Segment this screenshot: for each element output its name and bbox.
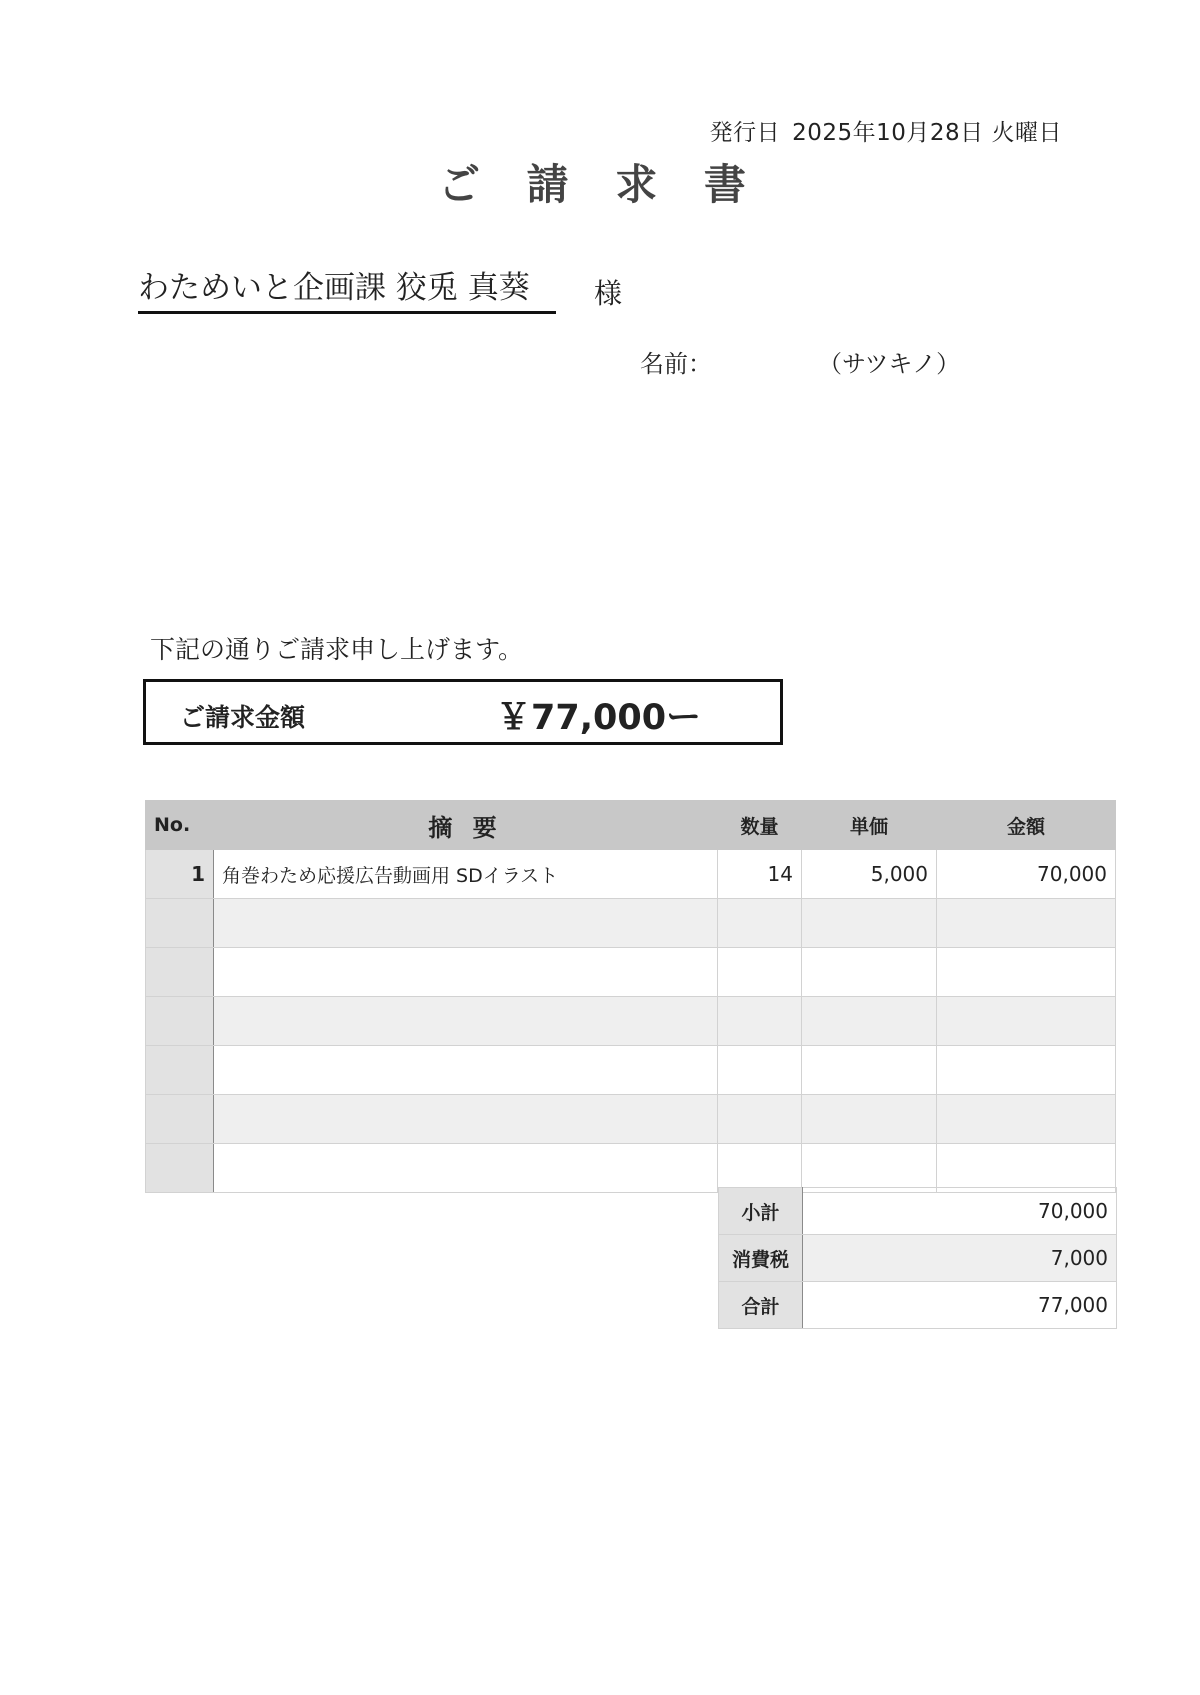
total-value: 77,000 [803,1282,1117,1329]
row-description [214,1046,718,1095]
row-description [214,899,718,948]
sender-name [640,344,960,379]
table-row [146,1144,1116,1193]
tax-label: 消費税 [719,1235,803,1282]
row-unit-price: 5,000 [802,850,937,899]
row-no [146,899,214,948]
row-quantity [718,1095,802,1144]
recipient-name: わためいと企画課 狡兎 真葵 [138,262,556,314]
row-amount [937,1144,1116,1193]
row-quantity [718,899,802,948]
row-description [214,1095,718,1144]
row-unit-price [802,948,937,997]
row-unit-price [802,1046,937,1095]
row-description [214,997,718,1046]
row-amount [937,899,1116,948]
line-items-table [145,800,1116,1193]
tax-value: 7,000 [803,1235,1117,1282]
table-row [146,899,1116,948]
row-quantity: 14 [718,850,802,899]
row-no [146,1046,214,1095]
row-unit-price [802,1095,937,1144]
row-quantity [718,1144,802,1193]
table-row [146,1095,1116,1144]
row-quantity [718,1046,802,1095]
subtotal-label: 小計 [719,1188,803,1235]
billing-amount-box [143,679,783,745]
table-row [146,997,1116,1046]
total-row [719,1282,1117,1329]
row-description [214,1144,718,1193]
billing-amount-label: ご請求金額 [180,703,306,732]
totals-table [718,1187,1117,1329]
issue-date [710,114,1062,147]
row-description: 角巻わため応援広告動画用 SDイラスト [214,850,718,899]
row-unit-price [802,1144,937,1193]
table-row [146,948,1116,997]
header-amount: 金額 [937,801,1116,850]
row-description [214,948,718,997]
row-quantity [718,948,802,997]
row-no [146,1144,214,1193]
row-amount [937,1046,1116,1095]
tax-row [719,1235,1117,1282]
document-title: ご 請 求 書 [438,160,762,209]
subtotal-row [719,1188,1117,1235]
issue-date-value: 2025年10月28日 火曜日 [792,120,1062,146]
table-row [146,850,1116,899]
row-amount: 70,000 [937,850,1116,899]
row-no [146,1095,214,1144]
row-no [146,997,214,1046]
row-amount [937,997,1116,1046]
header-quantity: 数量 [718,801,802,850]
table-row [146,1046,1116,1095]
sender-name-label: 名前： [640,350,712,378]
header-no: No. [146,801,214,850]
table-header-row [146,801,1116,850]
intro-text: 下記の通りご請求申し上げます。 [150,635,524,664]
billing-amount-value: ￥77,000ー [496,698,702,738]
recipient-honorific: 様 [594,277,623,310]
issue-date-label: 発行日 [709,120,781,146]
header-unit-price: 単価 [802,801,937,850]
header-description: 摘 要 [214,801,718,850]
row-no [146,948,214,997]
row-unit-price [802,997,937,1046]
subtotal-value: 70,000 [803,1188,1117,1235]
row-amount [937,948,1116,997]
row-quantity [718,997,802,1046]
row-unit-price [802,899,937,948]
row-amount [937,1095,1116,1144]
total-label: 合計 [719,1282,803,1329]
sender-name-kana: （サツキノ） [830,350,961,378]
row-no: 1 [146,850,214,899]
